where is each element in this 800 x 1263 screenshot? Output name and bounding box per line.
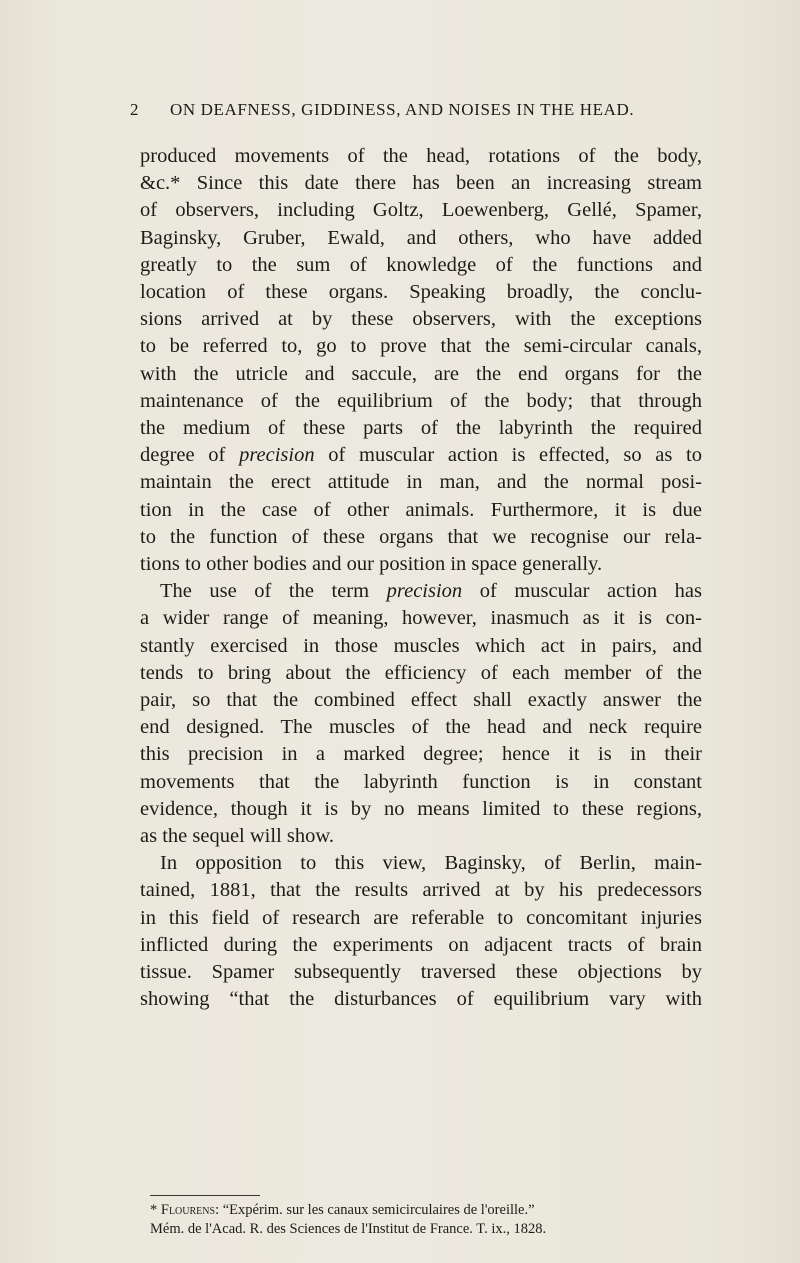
text-line: produced movements of the head, rotations of the body, xyxy=(140,145,702,167)
text-line: sions arrived at by these observers, with the exceptions xyxy=(140,308,702,331)
text-line: as the sequel will show. xyxy=(140,825,334,848)
text-line: with the utricle and saccule, are the end organs for the xyxy=(140,362,702,385)
text-line: tends to bring about the efficiency of each member of the xyxy=(140,661,702,684)
text-line: In opposition to this view, Baginsky, of Berlin, main- xyxy=(160,852,702,875)
running-header xyxy=(130,100,690,120)
text-line: stantly exercised in those muscles which act in pairs, and xyxy=(140,634,702,657)
text-line: end designed. The muscles of the head and neck require xyxy=(140,716,702,739)
footnote-divider xyxy=(150,1195,260,1196)
text-line: &c.* Since this date there has been an increasing stream xyxy=(140,172,702,195)
text-line: maintenance of the equilibrium of the body; that through xyxy=(140,389,702,412)
text-line: a wider range of meaning, however, inasmuch as it is con- xyxy=(140,607,702,630)
page-number: 2 xyxy=(130,100,140,119)
text-line-precision: The use of the term precision of muscular action has xyxy=(160,580,702,603)
text-line: showing “that the disturbances of equilibrium vary with xyxy=(140,988,702,1011)
text-line: location of these organs. Speaking broadly, the conclu- xyxy=(140,281,702,304)
text-line: tissue. Spamer subsequently traversed these objections by xyxy=(140,961,702,984)
text-line: inflicted during the experiments on adjacent tracts of brain xyxy=(140,933,702,956)
text-line: to the function of these organs that we recognise our rela- xyxy=(140,525,702,548)
footnote-line: * Flourens: “Expérim. sur les canaux semicirculaires de l'oreille.” xyxy=(150,1202,535,1218)
text-line: pair, so that the combined effect shall exactly answer the xyxy=(140,689,702,712)
body-text xyxy=(140,143,702,1014)
running-title: ON DEAFNESS, GIDDINESS, AND NOISES IN THE HEAD. xyxy=(170,100,635,119)
text-line: to be referred to, go to prove that the semi-circular canals, xyxy=(140,335,702,358)
text-line: in this field of research are referable to concomitant injuries xyxy=(140,906,702,929)
text-line: Baginsky, Gruber, Ewald, and others, who have added xyxy=(140,226,702,249)
italic-term-precision: precision xyxy=(239,444,315,467)
text-line: movements that the labyrinth function is in constant xyxy=(140,770,702,793)
footnote-author: Flourens xyxy=(160,1202,216,1218)
text-line: greatly to the sum of knowledge of the functions and xyxy=(140,253,702,276)
text-line: tion in the case of other animals. Furthermore, it is due xyxy=(140,498,702,521)
text-line: tained, 1881, that the results arrived at by his predecessors xyxy=(140,879,702,902)
text-line: of observers, including Goltz, Loewenberg, Gellé, Spamer, xyxy=(140,199,702,222)
text-line: this precision in a marked degree; hence it is in their xyxy=(140,743,702,766)
text-line: evidence, though it is by no means limited to these regions, xyxy=(140,797,702,820)
footnote-marker: * xyxy=(150,1202,161,1218)
text-line-precision: degree of precision of muscular action is effected, so as to xyxy=(140,444,703,467)
footnote xyxy=(150,1201,690,1239)
footnote-line: Mém. de l'Acad. R. des Sciences de l'Institut de France. T. ix., 1828. xyxy=(150,1221,547,1237)
italic-term-precision: precision xyxy=(386,580,463,603)
text-line: the medium of these parts of the labyrinth the required xyxy=(140,417,702,440)
text-line: tions to other bodies and our position in space generally. xyxy=(140,553,603,576)
text-line: maintain the erect attitude in man, and the normal posi- xyxy=(140,471,702,494)
